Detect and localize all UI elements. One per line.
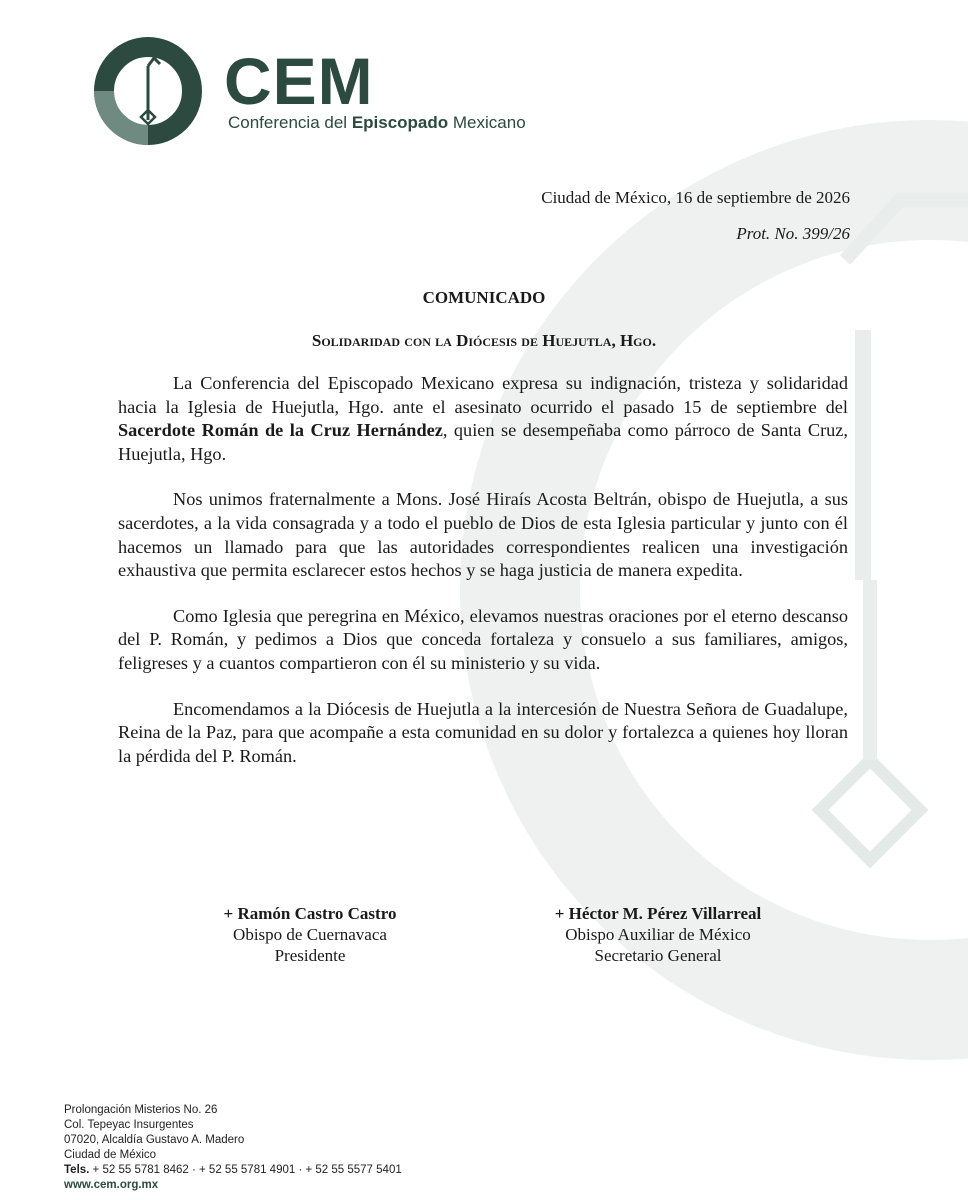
logo-name-suffix: Mexicano (448, 113, 526, 132)
signatory-title: Obispo Auxiliar de México (565, 925, 751, 944)
place-date: Ciudad de México, 16 de septiembre de 2026 (541, 188, 850, 207)
logo-name-bold: Episcopado (351, 113, 449, 132)
logo-full-name (228, 113, 526, 133)
phone-label: Tels. (64, 1164, 90, 1176)
signatory-name: + Héctor M. Pérez Villarreal (554, 904, 762, 923)
paragraph-1-start: La Conferencia del Episcopado Mexicano expresa su indignación, tristeza y solidaridad hacia la Iglesia de Huejutla, Hgo. ante el asesinato ocurrido el pasado 15 de septiembre del (118, 373, 848, 417)
paragraph-3: Como Iglesia que peregrina en México, elevamos nuestras oraciones por el eterno descanso del P. Román, y pedimos a Dios que conceda fortaleza y consuelo a sus familiares, amigos, feligreses y a cuantos compartieron con él su ministerio y su vida. (118, 605, 848, 673)
signature-secretary (528, 903, 788, 966)
address-line: Prolongación Misterios No. 26 (64, 1104, 218, 1116)
address-line: Ciudad de México (64, 1149, 157, 1161)
document-body (118, 372, 848, 790)
address-line: Col. Tepeyac Insurgentes (64, 1119, 194, 1131)
paragraph-1 (118, 372, 848, 466)
priest-name: Sacerdote Román de la Cruz Hernández (118, 420, 443, 441)
paragraph-1-end: , quien se desempeñaba como párroco de Santa Cruz, Huejutla, Hgo. (118, 420, 848, 464)
signatory-title: Obispo de Cuernavaca (233, 925, 387, 944)
document-title: COMUNICADO (422, 288, 546, 307)
footer-contact (64, 1103, 402, 1193)
website-link[interactable]: www.cem.org.mx (64, 1179, 159, 1191)
paragraph-2: Nos unimos fraternalmente a Mons. José Hiraís Acosta Beltrán, obispo de Huejutla, a sus sacerdotes, a la vida consagrada y a todo el pueblo de Dios de esta Iglesia particular y junto con él hacemos un llamado para que las autoridades correspondientes realicen una investigación exhaustiva que permita esclarecer estos hechos y se haga justicia de manera expedita. (118, 489, 848, 581)
phone-numbers: + 52 55 5781 8462 · + 52 55 5781 4901 · + 52 55 5577 5401 (89, 1164, 402, 1176)
logo-acronym: CEM (224, 44, 374, 118)
document-subtitle: Solidaridad con la Diócesis de Huejutla, Hgo. (311, 331, 657, 350)
signature-president (200, 903, 420, 966)
address-line: 07020, Alcaldía Gustavo A. Madero (64, 1134, 245, 1146)
paragraph-4: Encomendamos a la Diócesis de Huejutla a la intercesión de Nuestra Señora de Guadalupe, Reina de la Paz, para que acompañe a esta comunidad en su dolor y fortalezca a quienes hoy lloran la pérdida del P. Román. (118, 698, 848, 766)
signatory-name: + Ramón Castro Castro (223, 904, 397, 923)
logo-name-prefix: Conferencia del (228, 113, 352, 132)
phone-line (64, 1163, 402, 1178)
protocol-number: Prot. No. 399/26 (736, 224, 850, 243)
signatory-role: Secretario General (594, 946, 722, 965)
signatory-role: Presidente (274, 946, 346, 965)
